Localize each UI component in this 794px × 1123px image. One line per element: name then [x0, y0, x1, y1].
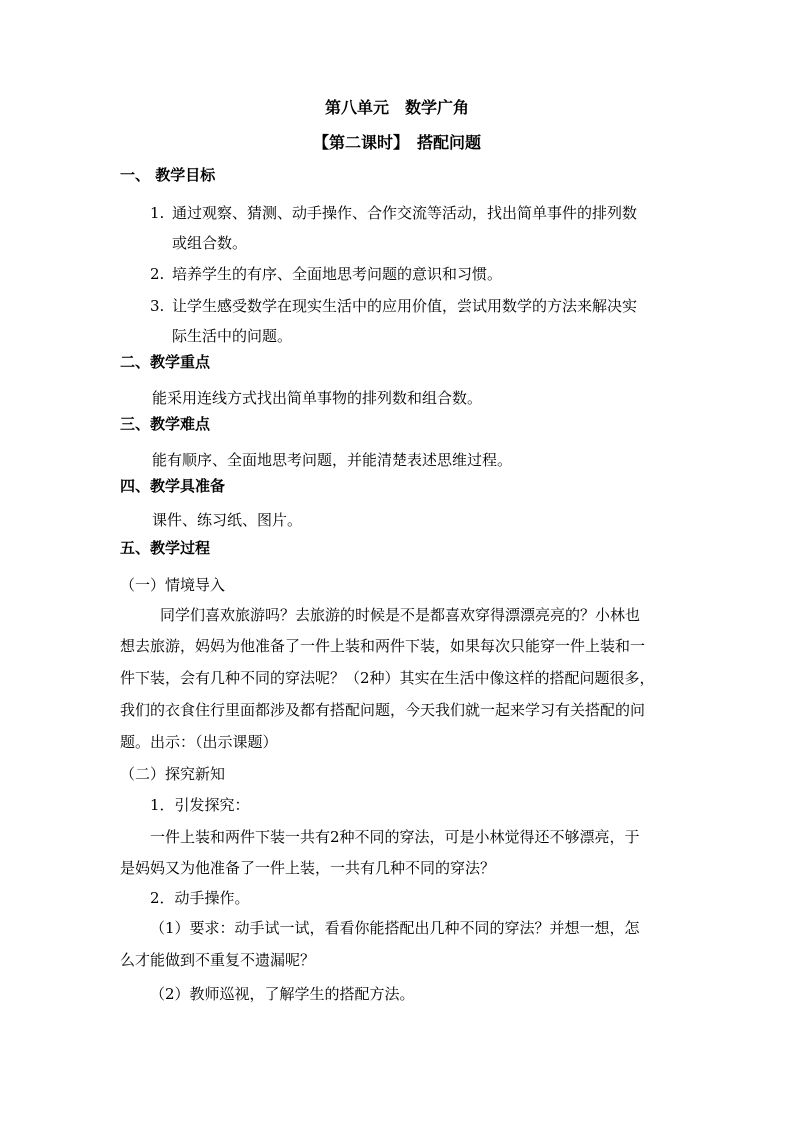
lesson-subtitle: 【第二课时】 搭配问题: [312, 133, 481, 152]
objective-1-line2: 或组合数。: [172, 234, 248, 252]
intro-paragraph-line: 题。出示：（出示课题）: [120, 733, 278, 751]
step-2-tour-text: （2）教师巡视，了解学生的搭配方法。: [150, 985, 415, 1003]
objective-3-line1: 让学生感受数学在现实生活中的应用价值，尝试用数学的方法来解决实: [172, 297, 638, 315]
objective-2-line1: 培养学生的有序、全面地思考问题的意识和习惯。: [172, 265, 503, 283]
section-heading-process: 五、教学过程: [120, 539, 211, 557]
intro-paragraph-line: 同学们喜欢旅游吗？去旅游的时候是不是都喜欢穿得漂漂亮亮的？小林也: [160, 606, 641, 624]
section-heading-objectives: 一、 教学目标: [120, 166, 216, 184]
intro-paragraph-line: 我们的衣食住行里面都涉及都有搭配问题，今天我们就一起来学习有关搭配的问: [120, 701, 646, 719]
page-title: 第八单元 数学广角: [324, 98, 469, 117]
difficulties-text: 能有顺序、全面地思考问题，并能清楚表述思维过程。: [152, 451, 513, 469]
intro-paragraph-line: 件下装，会有几种不同的穿法呢？（2种）其实在生活中像这样的搭配问题很多，: [120, 669, 655, 687]
key-points-text: 能采用连线方式找出简单事物的排列数和组合数。: [152, 389, 483, 407]
step-2-heading: 2．动手操作。: [150, 889, 250, 907]
step-2-requirement-line: 么才能做到不重复不遗漏呢？: [120, 951, 316, 969]
subsection-heading-intro: （一）情境导入: [120, 576, 226, 594]
section-heading-materials: 四、教学具准备: [120, 477, 226, 495]
objective-3-line2: 际生活中的问题。: [172, 327, 293, 345]
objective-1-line1: 通过观察、猜测、动手操作、合作交流等活动，找出简单事件的排列数: [172, 204, 638, 222]
step-1-heading: 1．引发探究：: [150, 796, 250, 814]
materials-text: 课件、练习纸、图片。: [152, 511, 303, 529]
step-2-requirement-line: （1）要求：动手试一试，看看你能搭配出几种不同的穿法？并想一想，怎: [150, 919, 640, 937]
section-heading-difficulties: 三、教学难点: [120, 415, 211, 433]
objective-3-number: 3.: [150, 297, 165, 315]
subsection-heading-explore: （二）探究新知: [120, 765, 226, 783]
step-1-paragraph-line: 是妈妈又为他准备了一件上装，一共有几种不同的穿法？: [120, 859, 496, 877]
objective-1-number: 1.: [150, 204, 165, 222]
objective-2-number: 2.: [150, 265, 165, 283]
section-heading-key-points: 二、教学重点: [120, 353, 211, 371]
intro-paragraph-line: 想去旅游，妈妈为他准备了一件上装和两件下装，如果每次只能穿一件上装和一: [120, 637, 646, 655]
step-1-paragraph-line: 一件上装和两件下装一共有2种不同的穿法，可是小林觉得还不够漂亮，于: [150, 828, 640, 846]
